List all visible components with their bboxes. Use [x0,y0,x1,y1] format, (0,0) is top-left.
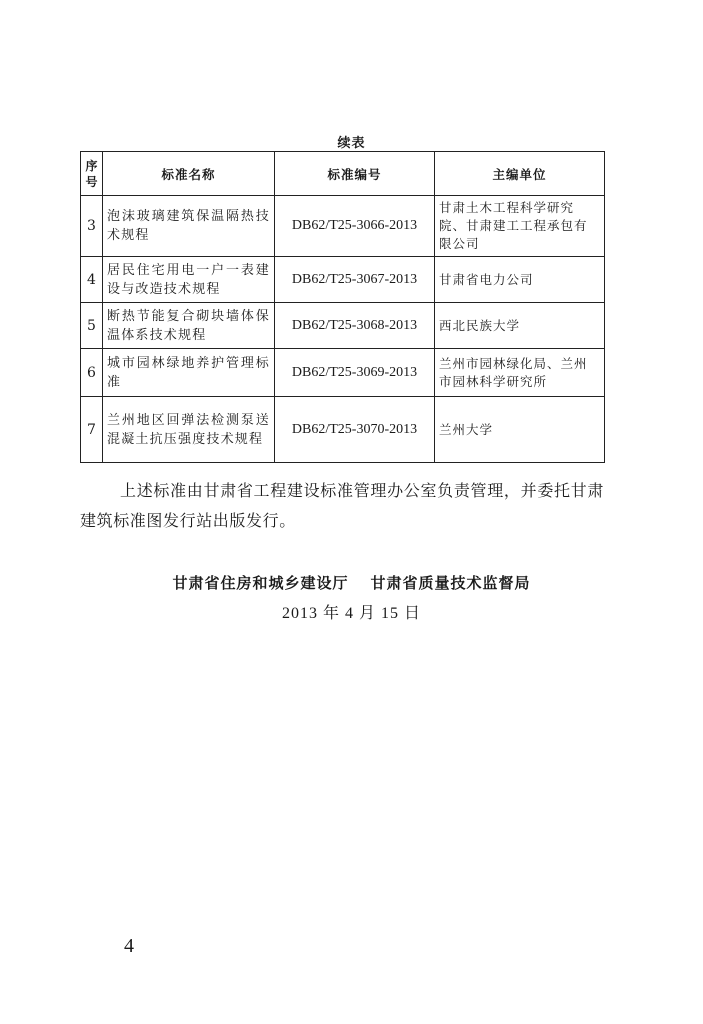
row-code: DB62/T25-3068-2013 [275,303,435,349]
row-unit: 甘肃省电力公司 [435,257,605,303]
header-unit: 主编单位 [435,152,605,196]
table-header-row [81,152,605,196]
row-name: 城市园林绿地养护管理标准 [103,349,275,397]
table-row [81,196,605,257]
table-row [81,303,605,349]
table-row [81,397,605,463]
row-code: DB62/T25-3067-2013 [275,257,435,303]
row-unit: 兰州大学 [435,397,605,463]
row-unit: 兰州市园林绿化局、兰州市园林科学研究所 [435,349,605,397]
issue-date: 2013 年 4 月 15 日 [281,605,421,622]
management-paragraph: 上述标准由甘肃省工程建设标准管理办公室负责管理，并委托甘肃建筑标准图发行站出版发行。 [80,481,604,530]
header-code: 标准编号 [275,152,435,196]
issuing-authorities [0,572,703,593]
table-row [81,349,605,397]
page-number: 4 [124,935,134,957]
row-name: 兰州地区回弹法检测泵送混凝土抗压强度技术规程 [103,397,275,463]
table-caption: 续表 [337,136,366,151]
row-seq: 6 [81,349,103,397]
row-name: 断热节能复合砌块墙体保温体系技术规程 [103,303,275,349]
row-seq: 5 [81,303,103,349]
table-row [81,257,605,303]
row-name: 居民住宅用电一户一表建设与改造技术规程 [103,257,275,303]
row-seq: 7 [81,397,103,463]
issuer-quality-bureau: 甘肃省质量技术监督局 [370,574,531,592]
row-name: 泡沫玻璃建筑保温隔热技术规程 [103,196,275,257]
row-seq: 3 [81,196,103,257]
header-seq: 序号 [81,152,103,196]
row-code: DB62/T25-3066-2013 [275,196,435,257]
row-code: DB62/T25-3070-2013 [275,397,435,463]
header-name: 标准名称 [103,152,275,196]
row-seq: 4 [81,257,103,303]
issuer-housing-department: 甘肃省住房和城乡建设厅 [172,574,349,592]
row-unit: 西北民族大学 [435,303,605,349]
standards-table [80,151,605,463]
row-code: DB62/T25-3069-2013 [275,349,435,397]
row-unit: 甘肃土木工程科学研究院、甘肃建工工程承包有限公司 [435,196,605,257]
